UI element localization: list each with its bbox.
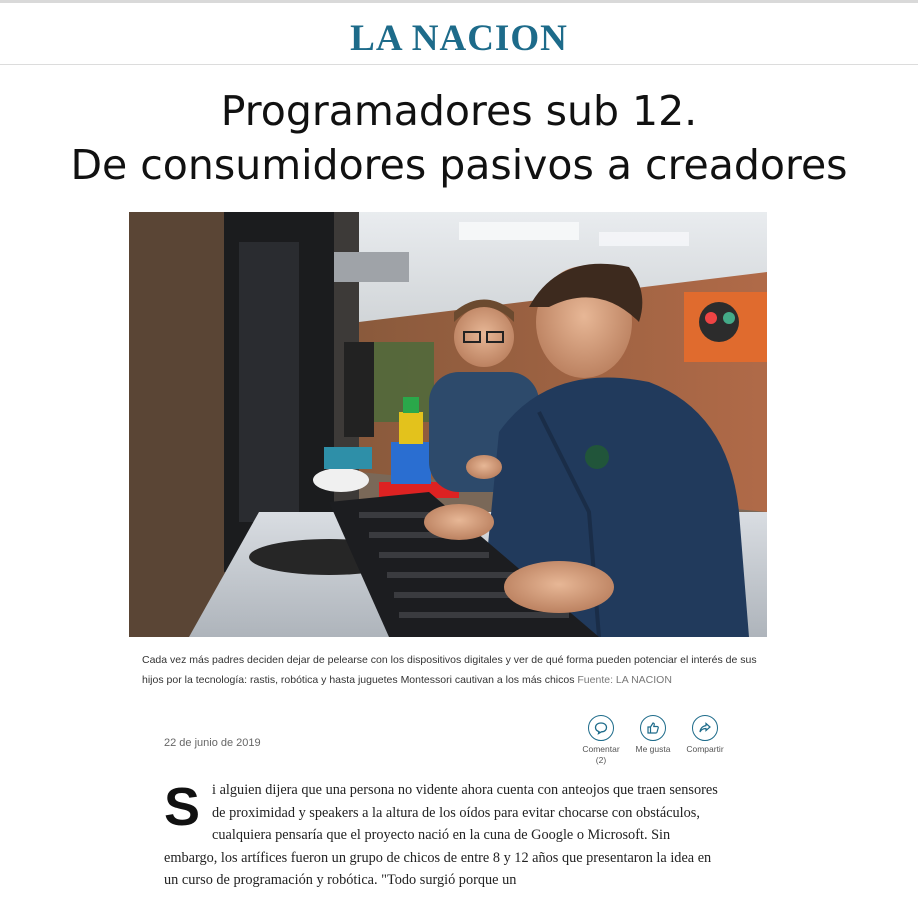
share-label: Compartir	[686, 744, 724, 754]
comment-icon	[588, 715, 614, 741]
headline-line-2: De consumidores pasivos a creadores	[70, 141, 848, 189]
article-body	[164, 779, 719, 892]
publish-date: 22 de junio de 2019	[164, 737, 261, 749]
caption-text: Cada vez más padres deciden dejar de pelearse con los dispositivos digitales y ver de qué forma pueden potenciar el interés de sus hijos por la tecnología: rastis, robótica y hasta juguetes Montessori cautivan a los más chicos	[142, 654, 757, 686]
drop-cap: S	[164, 777, 201, 837]
article-headline	[0, 84, 918, 192]
comment-button[interactable]	[571, 715, 631, 766]
thumbs-up-icon	[640, 715, 666, 741]
site-logo[interactable]: LA NACION	[350, 18, 568, 59]
article-paragraph: i alguien dijera que una persona no vidente ahora cuenta con anteojos que traen sensores de proximidad y speakers a la altura de los oídos para evitar chocarse con obstáculos, cualquiera pensaría que el proyecto nació en la cuna de Google o Microsoft. Sin embargo, los artífices fueron un grupo de chicos de entre 8 y 12 años que presentaron la idea en un curso de programación y robótica. "Todo surgió porque un	[164, 782, 718, 889]
article-photo[interactable]	[129, 212, 767, 637]
like-label: Me gusta	[635, 744, 671, 754]
like-button[interactable]	[623, 715, 683, 755]
headline-line-1: Programadores sub 12.	[220, 87, 698, 135]
share-icon	[692, 715, 718, 741]
comment-label: Comentar	[582, 744, 620, 754]
photo-caption	[142, 650, 762, 690]
comment-count: (2)	[595, 755, 607, 765]
masthead	[0, 3, 918, 65]
caption-source: Fuente: LA NACION	[577, 674, 672, 686]
share-button[interactable]	[675, 715, 735, 755]
photo-image	[129, 212, 767, 637]
